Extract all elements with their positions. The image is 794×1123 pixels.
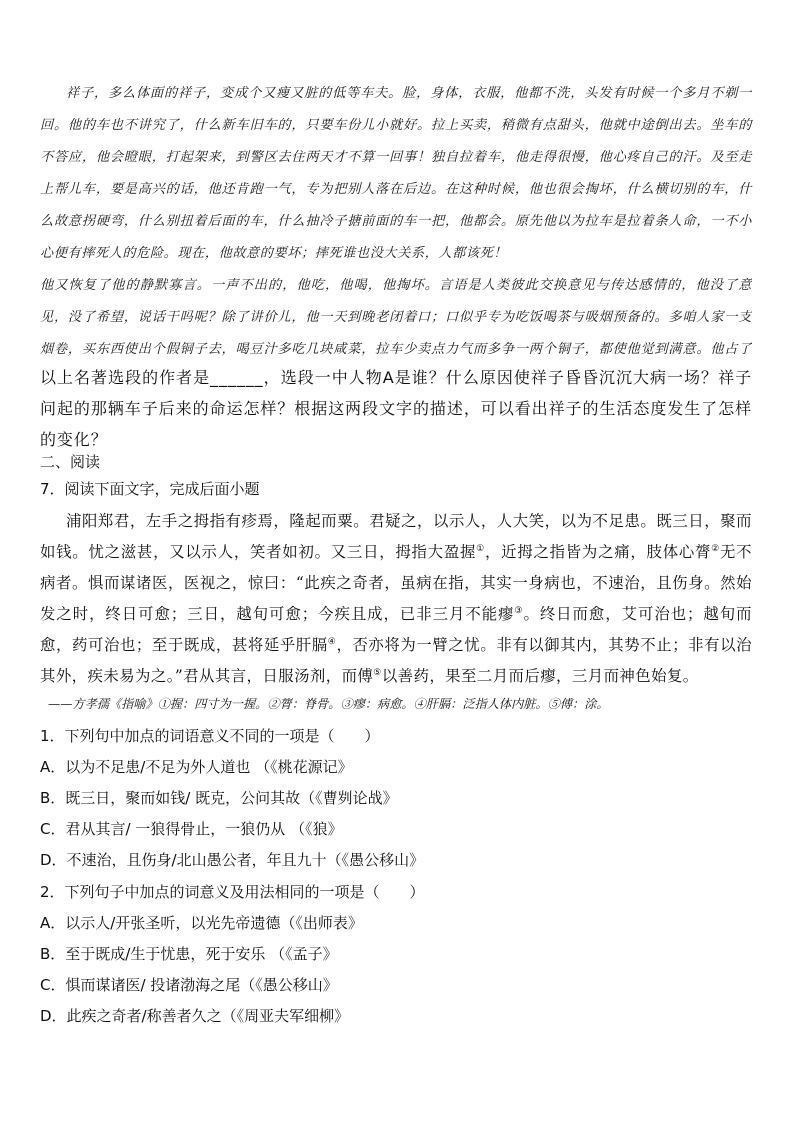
passage-part-1: 浦阳郑君，左手之拇指有疹焉，隆起而粟。君疑之，以示人，人大笑，以为不足患。既三日，聚而如钱。忧之滋甚，又以示人，笑者如初。又三日，拇指大盈握	[40, 512, 752, 561]
passage-part-5: ，否亦将为一臂之忧。非有以御其内，其势不止；非有以治其外，疾未易为之。”君从其言，日服汤剂，而傅	[40, 636, 752, 685]
question-1-option-a: A．以为不足患/不足为外人道也 （《桃花源记》	[40, 758, 353, 776]
question-2-option-d: D．此疾之奇者/称善者久之（《周亚夫军细柳》	[40, 1007, 350, 1025]
excerpt-paragraph-2-text: 他又恢复了他的静默寡言。一声不出的，他吃，他喝，他掏坏。言语是人类彼此交换意见与传达感情的，他没了意见，没了希望，说话干吗呢？除了讲价儿，他一天到晚老闭着口；口似乎专为吃饭喝茶与吸烟预备的。多咱人家一支烟卷，买东西使出个假铜子去，喝豆汁多吃几块咸菜，拉车少卖点力气而多争一两个铜子，都使他觉到满意。他占了	[40, 278, 752, 357]
task-7-title: 7．阅读下面文字，完成后面小题	[40, 480, 260, 498]
question-2-option-c: C．惧而谋诸医/ 投诸渤海之尾（《愚公移山》	[40, 976, 338, 994]
excerpt-paragraph-2	[40, 270, 752, 366]
classical-passage	[40, 506, 752, 692]
section-heading: 二、阅读	[40, 453, 101, 471]
question-1-stem: 1．下列句中加点的词语意义不同的一项是（ ）	[40, 727, 380, 745]
passage-part-2: ，近拇之指皆为之痛，肢体心膂	[485, 543, 712, 561]
question-2-option-a: A．以示人/开张圣听，以光先帝遗德（《出师表》	[40, 914, 363, 932]
excerpt-paragraph-1: 祥子，多么体面的祥子，变成个又瘦又脏的低等车夫。脸，身体，衣服，他都不洗，头发有时候一个多月不剃一回。他的车也不讲究了，什么新车旧车的，只要车份儿小就好。拉上买卖，稍微有点甜头，他就中途倒出去。坐车的不答应，他会瞪眼，打起架来，到警区去住两天才不算一回事！独自拉着车，他走得很慢，他心疼自己的汗。及至走上帮儿车，要是高兴的话，他还肯跑一气，专为把别人落在后边。在这种时候，他也很会掏坏，什么横切别的车，什么故意拐硬弯，什么别扭着后面的车，什么抽冷子搪前面的车一把，他都会。原先他以为拉车是拉着条人命，一不小心便有摔死人的危险。现在，他故意的要坏；摔死谁也没大关系，人都该死！	[40, 86, 752, 261]
passage-part-3: 无不病者。惧而谋诸医，医视之，惊曰：“此疾之奇者，虽病在指，其实一身病也，不速治，且伤身。然始发之时，终日可愈；三日，越旬可愈；今疾且成，已非三月不能瘳	[40, 543, 752, 623]
question-lead: 以上名著选段的作者是______，选段一中人物A是谁？什么原因使祥子昏昏沉沉大病一场？祥子问起的那辆车子后来的命运怎样？根据这两段文字的描述，可以看出祥子的生活态度发生了怎样的变化？	[40, 368, 752, 449]
question-1-option-d: D．不速治，且伤身/北山愚公者，年且九十（《愚公移山》	[40, 851, 425, 869]
question-2-option-b: B．至于既成/生于忧患，死于安乐 （《孟子》	[40, 945, 338, 963]
footnote-mark-5: ⑤	[373, 667, 382, 678]
footnote-mark-3: ③	[514, 605, 524, 616]
question-2-stem: 2．下列句子中加点的词意义及用法相同的一项是（ ）	[40, 883, 425, 901]
passage-part-4: 。终日而愈，艾可治也；越旬而愈，药可治也；至于既成，甚将延乎肝膈	[40, 605, 752, 654]
source-footnote: ——方孝孺《指喻》①握：四寸为一握。②膂：脊骨。③瘳：病愈。④肝膈：泛指人体内脏。⑤傅：涂。	[48, 697, 609, 711]
footnote-mark-4: ④	[327, 636, 337, 647]
question-1-option-c: C．君从其言/ 一狼得骨止，一狼仍从 （《狼》	[40, 820, 343, 838]
footnote-mark-2: ②	[711, 543, 720, 554]
question-1-option-b: B．既三日，聚而如钱/ 既克，公问其故（《曹刿论战》	[40, 789, 398, 807]
passage-part-6: 以善药，果至二月而后瘳，三月而神色始复。	[381, 667, 699, 685]
footnote-mark-1: ①	[476, 543, 485, 554]
